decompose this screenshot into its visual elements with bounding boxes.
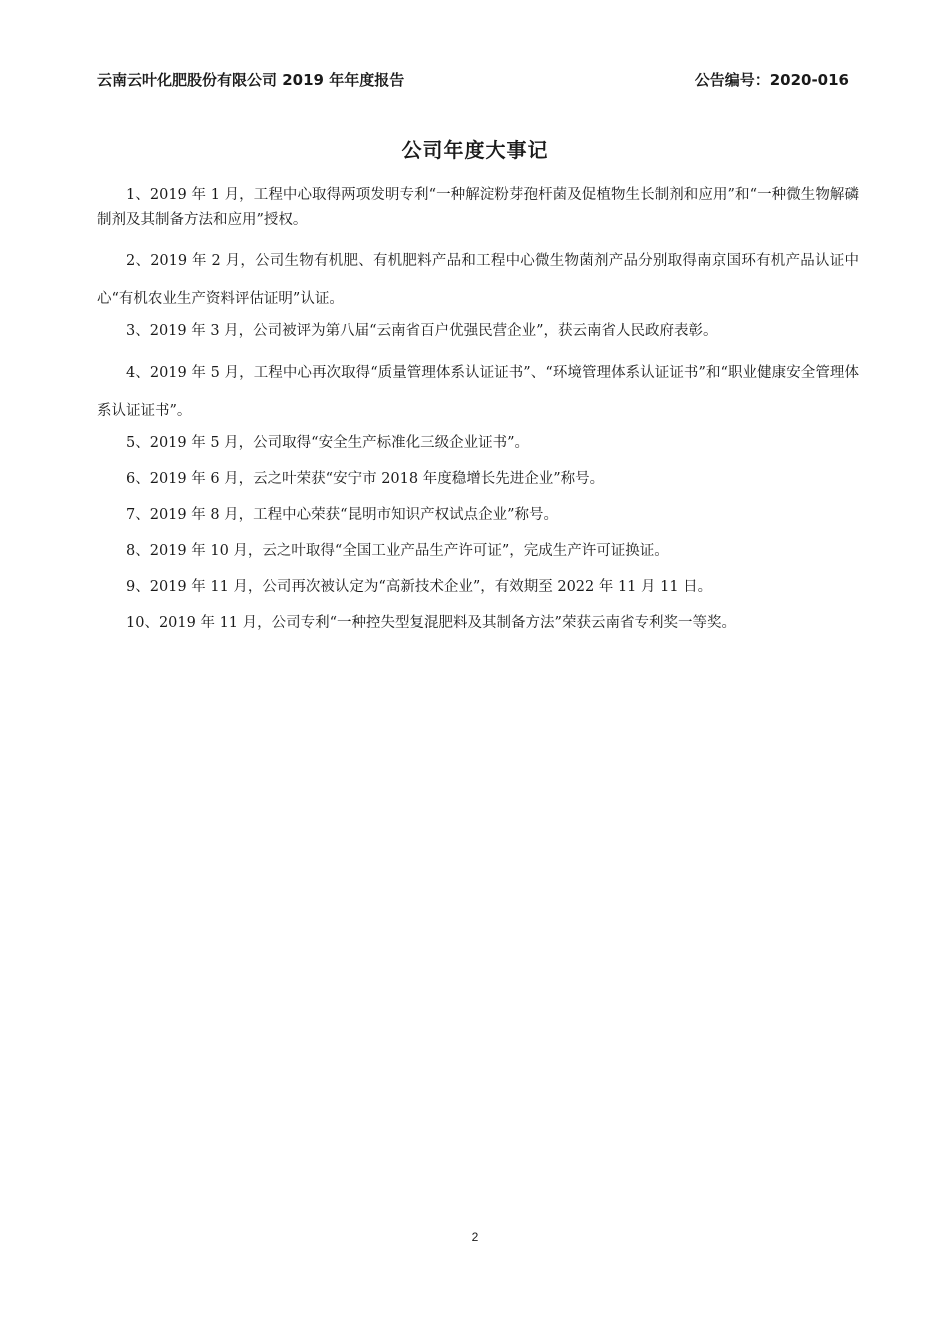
event-item: 10、2019 年 11 月，公司专利“一种控失型复混肥料及其制备方法”荣获云南省专利奖一等奖。 [126, 615, 736, 631]
event-item: 1、2019 年 1 月，工程中心取得两项发明专利“一种解淀粉芽孢杆菌及促植物生长制剂和应用”和“一种微生物解磷制剂及其制备方法和应用”授权。 [97, 187, 859, 228]
event-item: 3、2019 年 3 月，公司被评为第八届“云南省百户优强民营企业”，获云南省人民政府表彰。 [126, 323, 718, 339]
events-list [97, 183, 859, 646]
page-number: 2 [471, 1230, 479, 1244]
report-title: 云南云叶化肥股份有限公司 2019 年年度报告 [97, 71, 405, 89]
event-item: 5、2019 年 5 月，公司取得“安全生产标准化三级企业证书”。 [126, 435, 530, 451]
event-item: 7、2019 年 8 月，工程中心荣获“昆明市知识产权试点企业”称号。 [126, 507, 559, 523]
page-title: 公司年度大事记 [401, 138, 549, 162]
event-item: 4、2019 年 5 月，工程中心再次取得“质量管理体系认证证书”、“环境管理体系认证证书”和“职业健康安全管理体系认证证书”。 [97, 365, 859, 419]
page-header [97, 69, 849, 91]
event-item: 6、2019 年 6 月，云之叶荣获“安宁市 2018 年度稳增长先进企业”称号。 [126, 471, 605, 487]
event-item: 9、2019 年 11 月，公司再次被认定为“高新技术企业”，有效期至 2022 年 11 月 11 日。 [126, 579, 713, 595]
event-item: 8、2019 年 10 月，云之叶取得“全国工业产品生产许可证”，完成生产许可证换证。 [126, 543, 669, 559]
announcement-number: 公告编号：2020-016 [694, 71, 849, 89]
event-item: 2、2019 年 2 月，公司生物有机肥、有机肥料产品和工程中心微生物菌剂产品分别取得南京国环有机产品认证中心“有机农业生产资料评估证明”认证。 [97, 253, 859, 307]
